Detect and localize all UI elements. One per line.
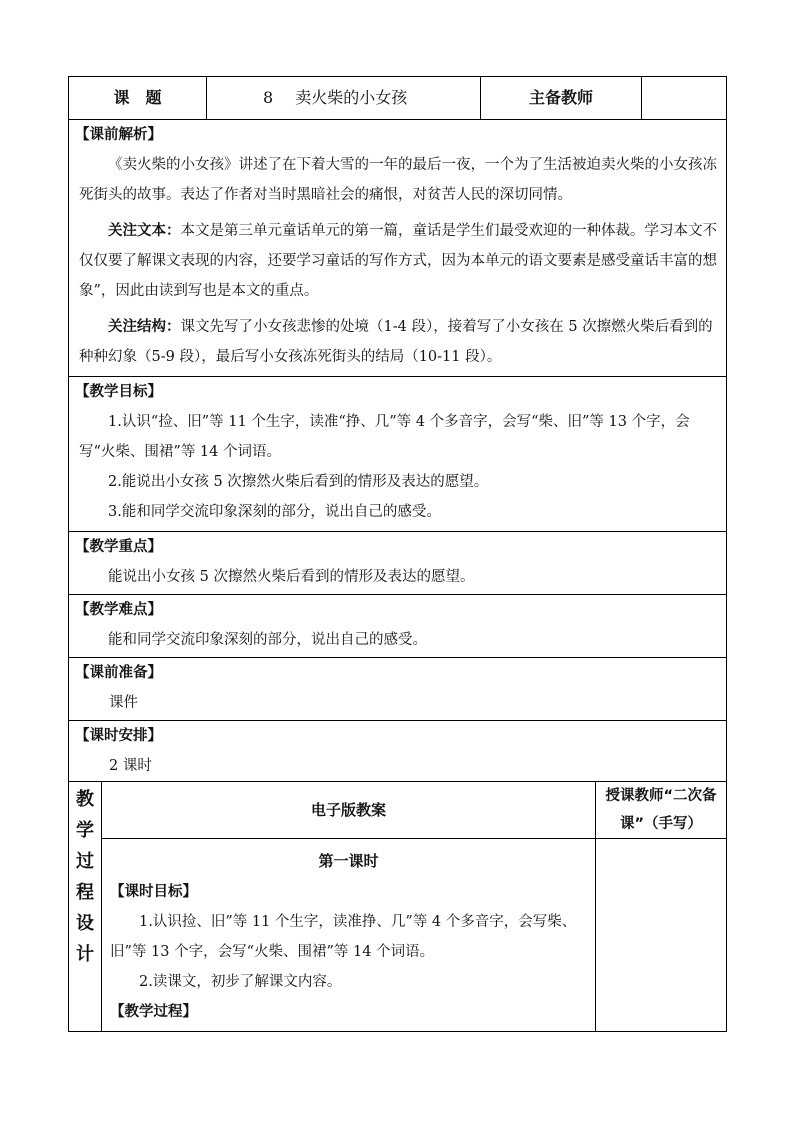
goal-3: 3.能和同学交流印象深刻的部分，说出自己的感受。 <box>108 504 441 520</box>
second-preparation-heading: 授课教师“二次备课”（手写） <box>596 782 727 839</box>
lesson-title: 卖火柴的小女孩 <box>295 88 408 107</box>
goals-row <box>69 377 727 532</box>
lesson-plan-table <box>68 76 727 1032</box>
side-char-4: 程 <box>76 882 94 903</box>
schedule-heading: 【课时安排】 <box>75 728 162 744</box>
side-char-1: 教 <box>76 789 94 810</box>
preparation-text: 课件 <box>109 695 138 711</box>
focus-text-body: 本文是第三单元童话单元的第一篇，童话是学生们最受欢迎的一种体裁。学习本文不仅仅要了解课文表现的内容，还要学习童话的写作方式，因为本单元的语文要素是感受童话丰富的想象”，因此由读到写也是本文的重点。 <box>79 223 717 299</box>
side-char-5: 设 <box>76 913 94 934</box>
preparation-row <box>69 658 727 721</box>
pre-analysis-paragraph-1: 《卖火柴的小女孩》讲述了在下着大雪的一年的最后一夜，一个为了生活被迫卖火柴的小女孩冻死街头的故事。表达了作者对当时黑暗社会的痛恨，对贫苦人民的深切同情。 <box>79 157 717 203</box>
goal-2: 2.能说出小女孩 5 次擦然火柴后看到的情形及表达的愿望。 <box>108 474 489 490</box>
process-side-label <box>69 782 102 1032</box>
side-char-2: 学 <box>76 820 94 841</box>
goal-1: 1.认识“捡、旧”等 11 个生字，读准“挣、几”等 4 个多音字，会写“柴、旧”等 13 个字，会写“火柴、围裙”等 14 个词语。 <box>79 414 690 460</box>
pre-analysis-heading: 【课前解析】 <box>75 127 162 143</box>
focus-structure-lead: 关注结构： <box>108 319 181 335</box>
teacher-value <box>642 77 727 120</box>
lesson-goal-heading: 【课时目标】 <box>110 884 197 900</box>
difficulties-text: 能和同学交流印象深刻的部分，说出自己的感受。 <box>108 632 427 648</box>
difficulties-heading: 【教学难点】 <box>75 602 162 618</box>
pre-analysis-paragraph-3 <box>69 312 726 372</box>
focus-text-lead: 关注文本： <box>108 223 181 239</box>
schedule-text: 2 课时 <box>109 758 152 774</box>
side-char-6: 计 <box>76 944 94 965</box>
first-lesson-title: 第一课时 <box>318 852 379 870</box>
preparation-heading: 【课前准备】 <box>75 665 162 681</box>
pre-analysis-paragraph-2 <box>69 216 726 306</box>
teacher-label: 主备教师 <box>481 77 642 120</box>
process-body-row <box>69 839 727 1032</box>
lesson-goal-1: 1.认识捡、旧”等 11 个生字，读准挣、几”等 4 个多音字，会写柴、旧”等 13 个字，会写“火柴、围裙”等 14 个词语。 <box>110 914 577 960</box>
goals-heading: 【教学目标】 <box>75 384 162 400</box>
key-points-heading: 【教学重点】 <box>75 539 162 555</box>
lesson-number: 8 <box>263 88 274 107</box>
electronic-plan-body <box>102 839 596 1032</box>
handwritten-notes-area[interactable] <box>596 839 727 1032</box>
side-char-3: 过 <box>76 851 94 872</box>
schedule-row <box>69 721 727 782</box>
lesson-goal-2: 2.读课文，初步了解课文内容。 <box>139 974 342 990</box>
difficulties-row <box>69 595 727 658</box>
topic-label: 课 题 <box>69 77 207 120</box>
process-header-row <box>69 782 727 839</box>
pre-analysis-row <box>69 120 727 377</box>
electronic-plan-heading: 电子版教案 <box>102 782 596 839</box>
lesson-plan-page <box>68 76 726 1032</box>
key-points-row <box>69 532 727 595</box>
key-points-text: 能说出小女孩 5 次擦然火柴后看到的情形及表达的愿望。 <box>108 569 475 585</box>
lesson-process-heading: 【教学过程】 <box>110 1004 197 1020</box>
focus-structure-body: 课文先写了小女孩悲惨的处境（1-4 段），接着写了小女孩在 5 次擦燃火柴后看到的种种幻象（5-9 段），最后写小女孩冻死街头的结局（10-11 段）。 <box>79 319 713 365</box>
header-row <box>69 77 727 120</box>
lesson-title-cell <box>207 77 481 120</box>
